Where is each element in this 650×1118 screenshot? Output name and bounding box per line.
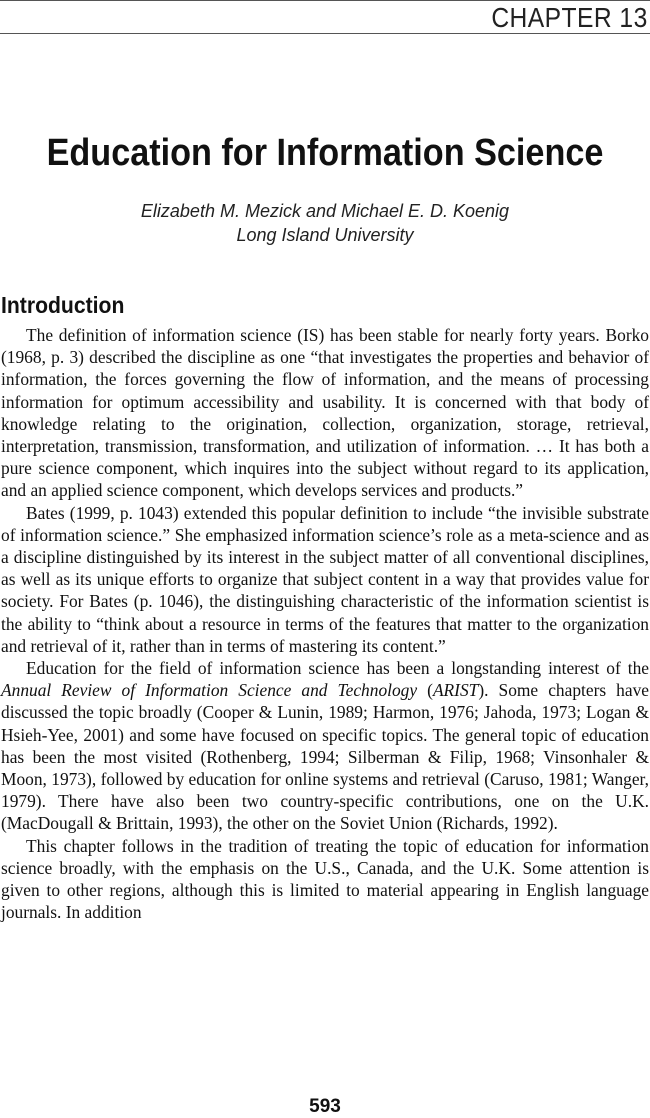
paragraph-2: Bates (1999, p. 1043) extended this popular definition to include “the invisible substrate of information science.” She emphasized information science’s role as a meta-science and as a discipline distinguished by its interest in the subject matter of all conventional disciplines, as well as its unique efforts to organize that subject content in a way that provides value for society. For Bates (p. 1046), the distinguishing characteristic of the information scientist is the ability to “think about a resource in terms of the features that matter to the organization and retrieval of it, rather than in terms of mastering its content.” xyxy=(1,502,649,656)
journal-title: Annual Review of Information Science and Technology xyxy=(1,680,418,701)
paragraph-3 xyxy=(1,657,649,835)
body-text xyxy=(1,324,649,923)
paragraph-3-rest: ). Some chapters have discussed the topic broadly (Cooper & Lunin, 1989; Harmon, 1976; Jahoda, 1973; Logan & Hsieh-Yee, 2001) and some have focused on specific topics. The general topic of education has been the most visited (Rothenberg, 1994; Silberman & Filip, 1968; Vinsonhaler & Moon, 1973), followed by education for online systems and retrieval (Caruso, 1981; Wanger, 1979). There have also been two country-specific contributions, one on the U.K. (MacDougall & Brittain, 1993), the other on the Soviet Union (Richards, 1992). xyxy=(1,680,650,834)
chapter-label: CHAPTER 13 xyxy=(491,2,648,33)
chapter-header-bar xyxy=(0,0,650,34)
affiliation: Long Island University xyxy=(236,225,414,245)
section-heading-introduction: Introduction xyxy=(1,292,125,318)
paragraph-1: The definition of information science (IS) has been stable for nearly forty years. Borko (1968, p. 3) described the discipline as one “that investigates the properties and behavior of information, the forces governing the flow of information, and the means of processing information for optimum accessibility and usability. It is concerned with that body of knowledge relating to the origination, collection, organization, storage, retrieval, interpretation, transmission, transformation, and utilization of information. … It has both a pure science component, which inquires into the subject without regard to its application, and an applied science component, which develops services and products.” xyxy=(1,325,649,501)
chapter-title: Education for Information Science xyxy=(46,132,604,174)
authors: Elizabeth M. Mezick and Michael E. D. Koenig xyxy=(140,201,510,221)
journal-abbreviation: ARIST xyxy=(432,680,479,701)
paragraph-3-start: Education for the field of information science has been a longstanding interest of the xyxy=(26,658,649,679)
paragraph-4: This chapter follows in the tradition of treating the topic of education for information science broadly, with the emphasis on the U.S., Canada, and the U.K. Some attention is given to other regions, although this is limited to material appearing in English language journals. In addition xyxy=(1,835,649,923)
page-number: 593 xyxy=(309,1096,341,1117)
paragraph-3-paren: ( xyxy=(417,680,433,701)
